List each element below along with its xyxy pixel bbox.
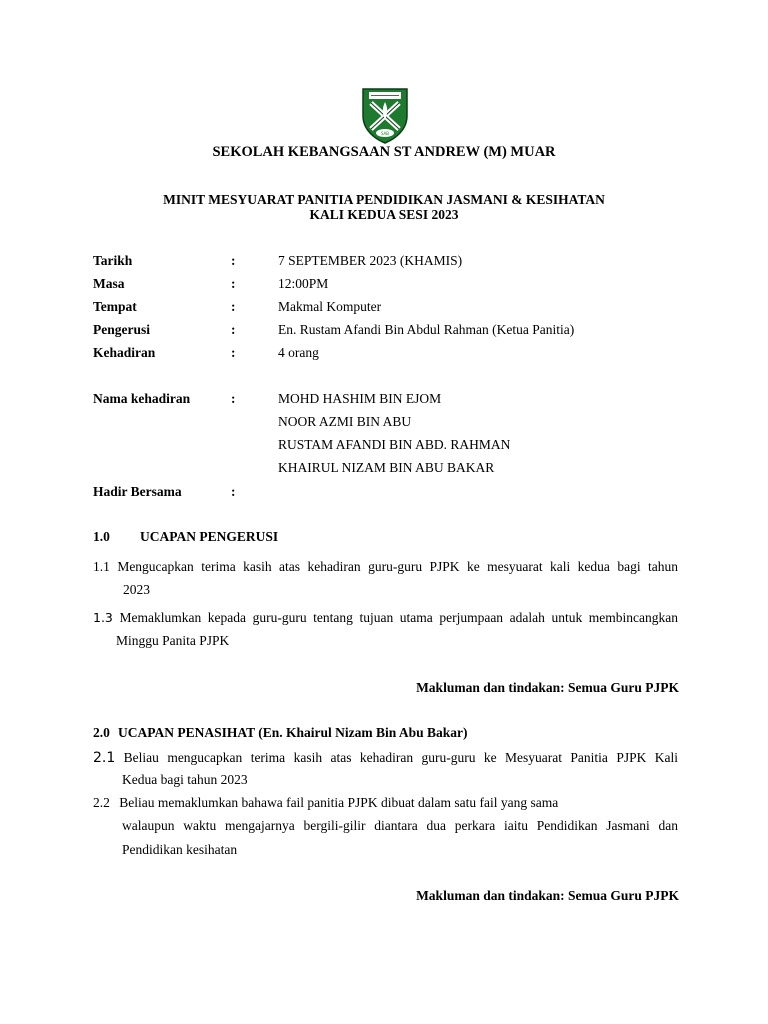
info-label: Hadir Bersama: [93, 484, 182, 499]
item-text-continued: Kedua bagi tahun 2023: [122, 772, 248, 787]
item-text: Beliau memaklumkan bahawa fail panitia PJPK dibuat dalam satu fail yang sama: [119, 795, 559, 810]
info-label: Tempat: [93, 299, 137, 314]
item-text: Beliau mengucapkan terima kasih atas kehadiran guru-guru ke Mesyuarat Panitia PJPK Kali: [123, 750, 678, 765]
info-label: Masa: [93, 276, 125, 291]
attendee-name: MOHD HASHIM BIN EJOM: [278, 391, 442, 406]
info-label: Pengerusi: [93, 322, 150, 337]
section-title: UCAPAN PENASIHAT (En. Khairul Nizam Bin Abu Bakar): [118, 725, 468, 740]
info-colon: :: [231, 276, 236, 291]
agenda-item-1-3: [93, 606, 678, 630]
section-2-action: Makluman dan tindakan: Semua Guru PJPK: [416, 888, 679, 903]
section-number: 1.0: [93, 529, 110, 544]
item-number: 1.1: [93, 559, 110, 574]
agenda-item-2-1: [93, 746, 678, 770]
info-colon: :: [231, 345, 236, 360]
section-title: UCAPAN PENGERUSI: [140, 529, 279, 544]
info-value: 4 orang: [278, 345, 319, 360]
minutes-title: [0, 192, 768, 222]
school-name: SEKOLAH KEBANGSAAN ST ANDREW (M) MUAR: [212, 144, 556, 160]
section-2-heading: [93, 723, 468, 743]
attendee-name: NOOR AZMI BIN ABU: [278, 414, 412, 429]
school-crest-icon: [360, 86, 410, 144]
info-value: 12:00PM: [278, 276, 329, 291]
section-1-action: Makluman dan tindakan: Semua Guru PJPK: [416, 680, 679, 695]
title-line-1: MINIT MESYUARAT PANITIA PENDIDIKAN JASMANI & KESIHATAN: [163, 192, 605, 207]
attendee-name: RUSTAM AFANDI BIN ABD. RAHMAN: [278, 437, 511, 452]
item-text-continued: 2023: [123, 582, 150, 597]
info-colon: :: [231, 253, 236, 268]
info-colon: :: [231, 484, 236, 499]
item-text-continued: Minggu Panita PJPK: [116, 633, 230, 648]
item-text-continued: Pendidikan kesihatan: [122, 842, 238, 857]
item-number: 1.3: [93, 610, 113, 625]
info-value: Makmal Komputer: [278, 299, 382, 314]
svg-text:SAB: SAB: [380, 131, 390, 136]
info-label: Tarikh: [93, 253, 133, 268]
info-colon: :: [231, 391, 236, 406]
item-number: 2.2: [93, 795, 110, 810]
attendee-name: KHAIRUL NIZAM BIN ABU BAKAR: [278, 460, 495, 475]
section-number: 2.0: [93, 725, 110, 740]
info-colon: :: [231, 322, 236, 337]
item-number: 2.1: [93, 750, 116, 766]
agenda-item-2-2: [93, 793, 558, 813]
item-text: Memaklumkan kepada guru-guru tentang tujuan utama perjumpaan adalah untuk membincangkan: [119, 610, 678, 625]
agenda-item-1-1: [93, 555, 678, 579]
info-value: 7 SEPTEMBER 2023 (KHAMIS): [278, 253, 463, 268]
info-value: En. Rustam Afandi Bin Abdul Rahman (Ketua Panitia): [278, 322, 575, 337]
title-line-2: KALI KEDUA SESI 2023: [309, 207, 459, 222]
item-text: Mengucapkan terima kasih atas kehadiran guru-guru PJPK ke mesyuarat kali kedua bagi tahun: [117, 559, 679, 574]
info-label: Kehadiran: [93, 345, 156, 360]
info-label: Nama kehadiran: [93, 391, 191, 406]
item-text-continued: walaupun waktu mengajarnya bergili-gilir diantara dua perkara iaitu Pendidikan Jasmani dan: [122, 818, 678, 833]
section-1-heading: [93, 527, 279, 547]
info-colon: :: [231, 299, 236, 314]
